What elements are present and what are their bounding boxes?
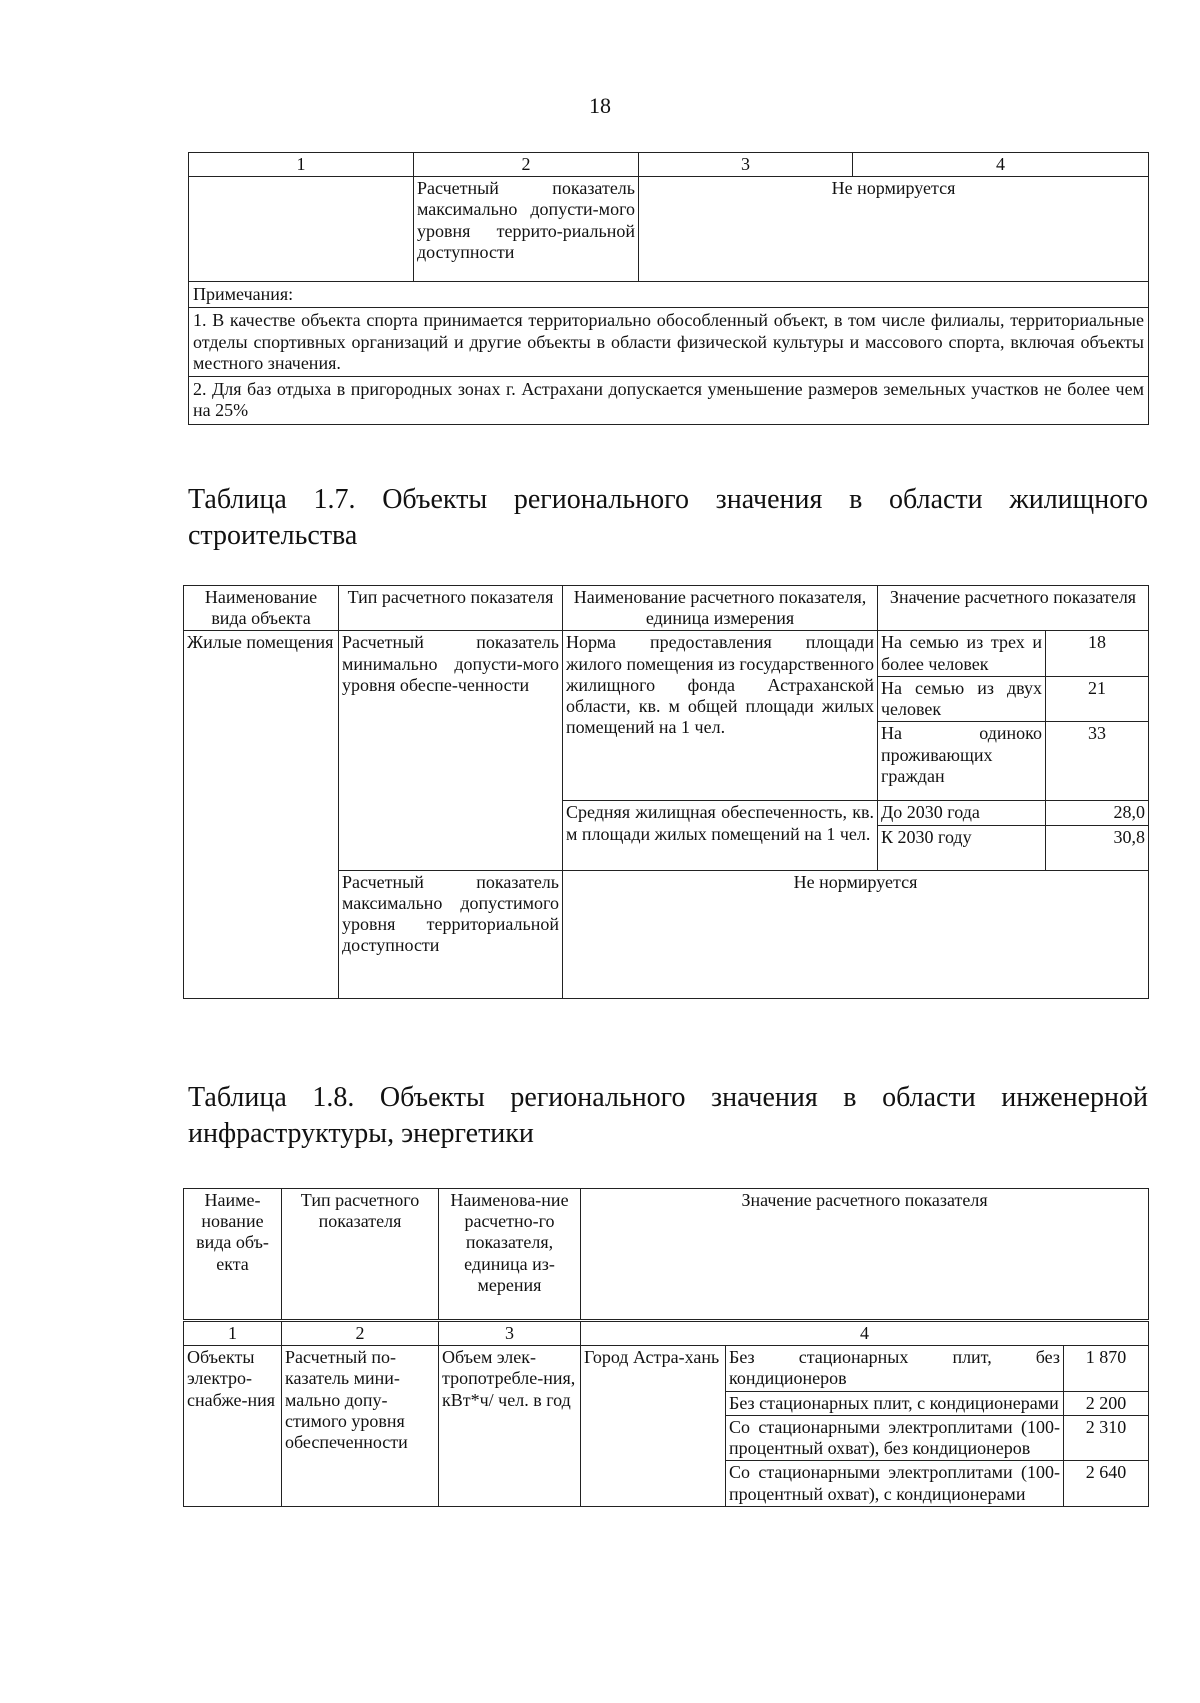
value-label-cell: На семью из двух человек <box>878 676 1046 721</box>
value-label-cell: Со стационарными электроплитами (100-процентный охват), без кондиционеров <box>726 1415 1064 1460</box>
column-number-cell: 1 <box>184 1321 282 1346</box>
value-cell: 18 <box>1046 631 1149 676</box>
header-cell: Тип расчетного показателя <box>339 586 563 631</box>
header-cell: Значение расчетного показателя <box>878 586 1149 631</box>
notes-title: Примечания: <box>193 284 294 305</box>
value-cell: 21 <box>1046 676 1149 721</box>
header-cell: Наиме-нование вида объ-екта <box>184 1189 282 1321</box>
header-cell: 4 <box>853 153 1149 177</box>
value-cell: 2 200 <box>1064 1391 1149 1415</box>
empty-cell <box>189 177 414 282</box>
header-cell: 3 <box>639 153 853 177</box>
value-label-cell: Со стационарными электроплитами (100-процентный охват), с кондиционерами <box>726 1461 1064 1506</box>
value-label-cell: На одиноко проживающих граждан <box>878 722 1046 801</box>
indicator-type-cell: Расчетный показатель максимально допусти-мого уровня террито-риальной доступности <box>414 177 639 282</box>
value-cell: 33 <box>1046 722 1149 801</box>
indicator-type-cell: Расчетный показатель максимально допустимого уровня территориальной доступности <box>339 870 563 998</box>
value-cell: 2 640 <box>1064 1461 1149 1506</box>
header-cell: Значение расчетного показателя <box>581 1189 1149 1321</box>
value-cell: Не нормируется <box>639 177 1149 282</box>
header-cell: 1 <box>189 153 414 177</box>
note-2: 2. Для баз отдыха в пригородных зонах г. Астрахани допускается уменьшение размеров земельных участков не более чем на 25% <box>193 379 1144 421</box>
indicator-type-cell: Расчетный показатель минимально допусти-мого уровня обеспе-ченности <box>339 631 563 870</box>
header-cell: 2 <box>414 153 639 177</box>
indicator-type-cell: Расчетный по-казатель мини-мально допу-стимого уровня обеспеченности <box>282 1346 439 1507</box>
value-cell: 30,8 <box>1046 825 1149 870</box>
page-number: 18 <box>589 93 611 118</box>
column-number-cell: 2 <box>282 1321 439 1346</box>
column-number-cell: 4 <box>581 1321 1149 1346</box>
value-cell: 2 310 <box>1064 1415 1149 1460</box>
value-label-cell: До 2030 года <box>878 801 1046 825</box>
table-continuation <box>188 152 1149 425</box>
header-cell: Наименование вида объекта <box>184 586 339 631</box>
city-cell: Город Астра-хань <box>581 1346 726 1507</box>
table-1-8 <box>183 1188 1149 1507</box>
value-label-cell: К 2030 году <box>878 825 1046 870</box>
indicator-name-cell: Норма предоставления площади жилого помещения из государственного жилищного фонда Астраханской области, кв. м общей площади жилых помещений на 1 чел. <box>563 631 878 801</box>
table-1-7 <box>183 585 1149 999</box>
indicator-name-cell: Средняя жилищная обеспеченность, кв. м площади жилых помещений на 1 чел. <box>563 801 878 870</box>
indicator-name-cell: Объем элек-тропотребле-ния, кВт*ч/ чел. в год <box>439 1346 581 1507</box>
header-cell: Наименование расчетного показателя, единица измерения <box>563 586 878 631</box>
value-cell: 1 870 <box>1064 1346 1149 1391</box>
value-label-cell: Без стационарных плит, без кондиционеров <box>726 1346 1064 1391</box>
header-cell: Наименова-ние расчетно-го показателя, единица из-мерения <box>439 1189 581 1321</box>
value-label-cell: Без стационарных плит, с кондиционерами <box>726 1391 1064 1415</box>
value-cell: Не нормируется <box>563 870 1149 998</box>
table-1-8-caption: Таблица 1.8. Объекты регионального значения в области инженерной инфраструктуры, энергетики <box>188 1082 1148 1150</box>
note-1: 1. В качестве объекта спорта принимается территориально обособленный объект, в том числе филиалы, территориальные отделы спортивных организаций и другие объекты в области физической культуры и массового спорта, включая объекты местного значения. <box>193 310 1144 373</box>
column-number-cell: 3 <box>439 1321 581 1346</box>
value-label-cell: На семью из трех и более человек <box>878 631 1046 676</box>
header-cell: Тип расчетного показателя <box>282 1189 439 1321</box>
table-1-7-caption: Таблица 1.7. Объекты регионального значения в области жилищного строительства <box>188 484 1148 552</box>
object-name-cell: Жилые помещения <box>184 631 339 998</box>
value-cell: 28,0 <box>1046 801 1149 825</box>
object-name-cell: Объекты электро-снабже-ния <box>184 1346 282 1507</box>
